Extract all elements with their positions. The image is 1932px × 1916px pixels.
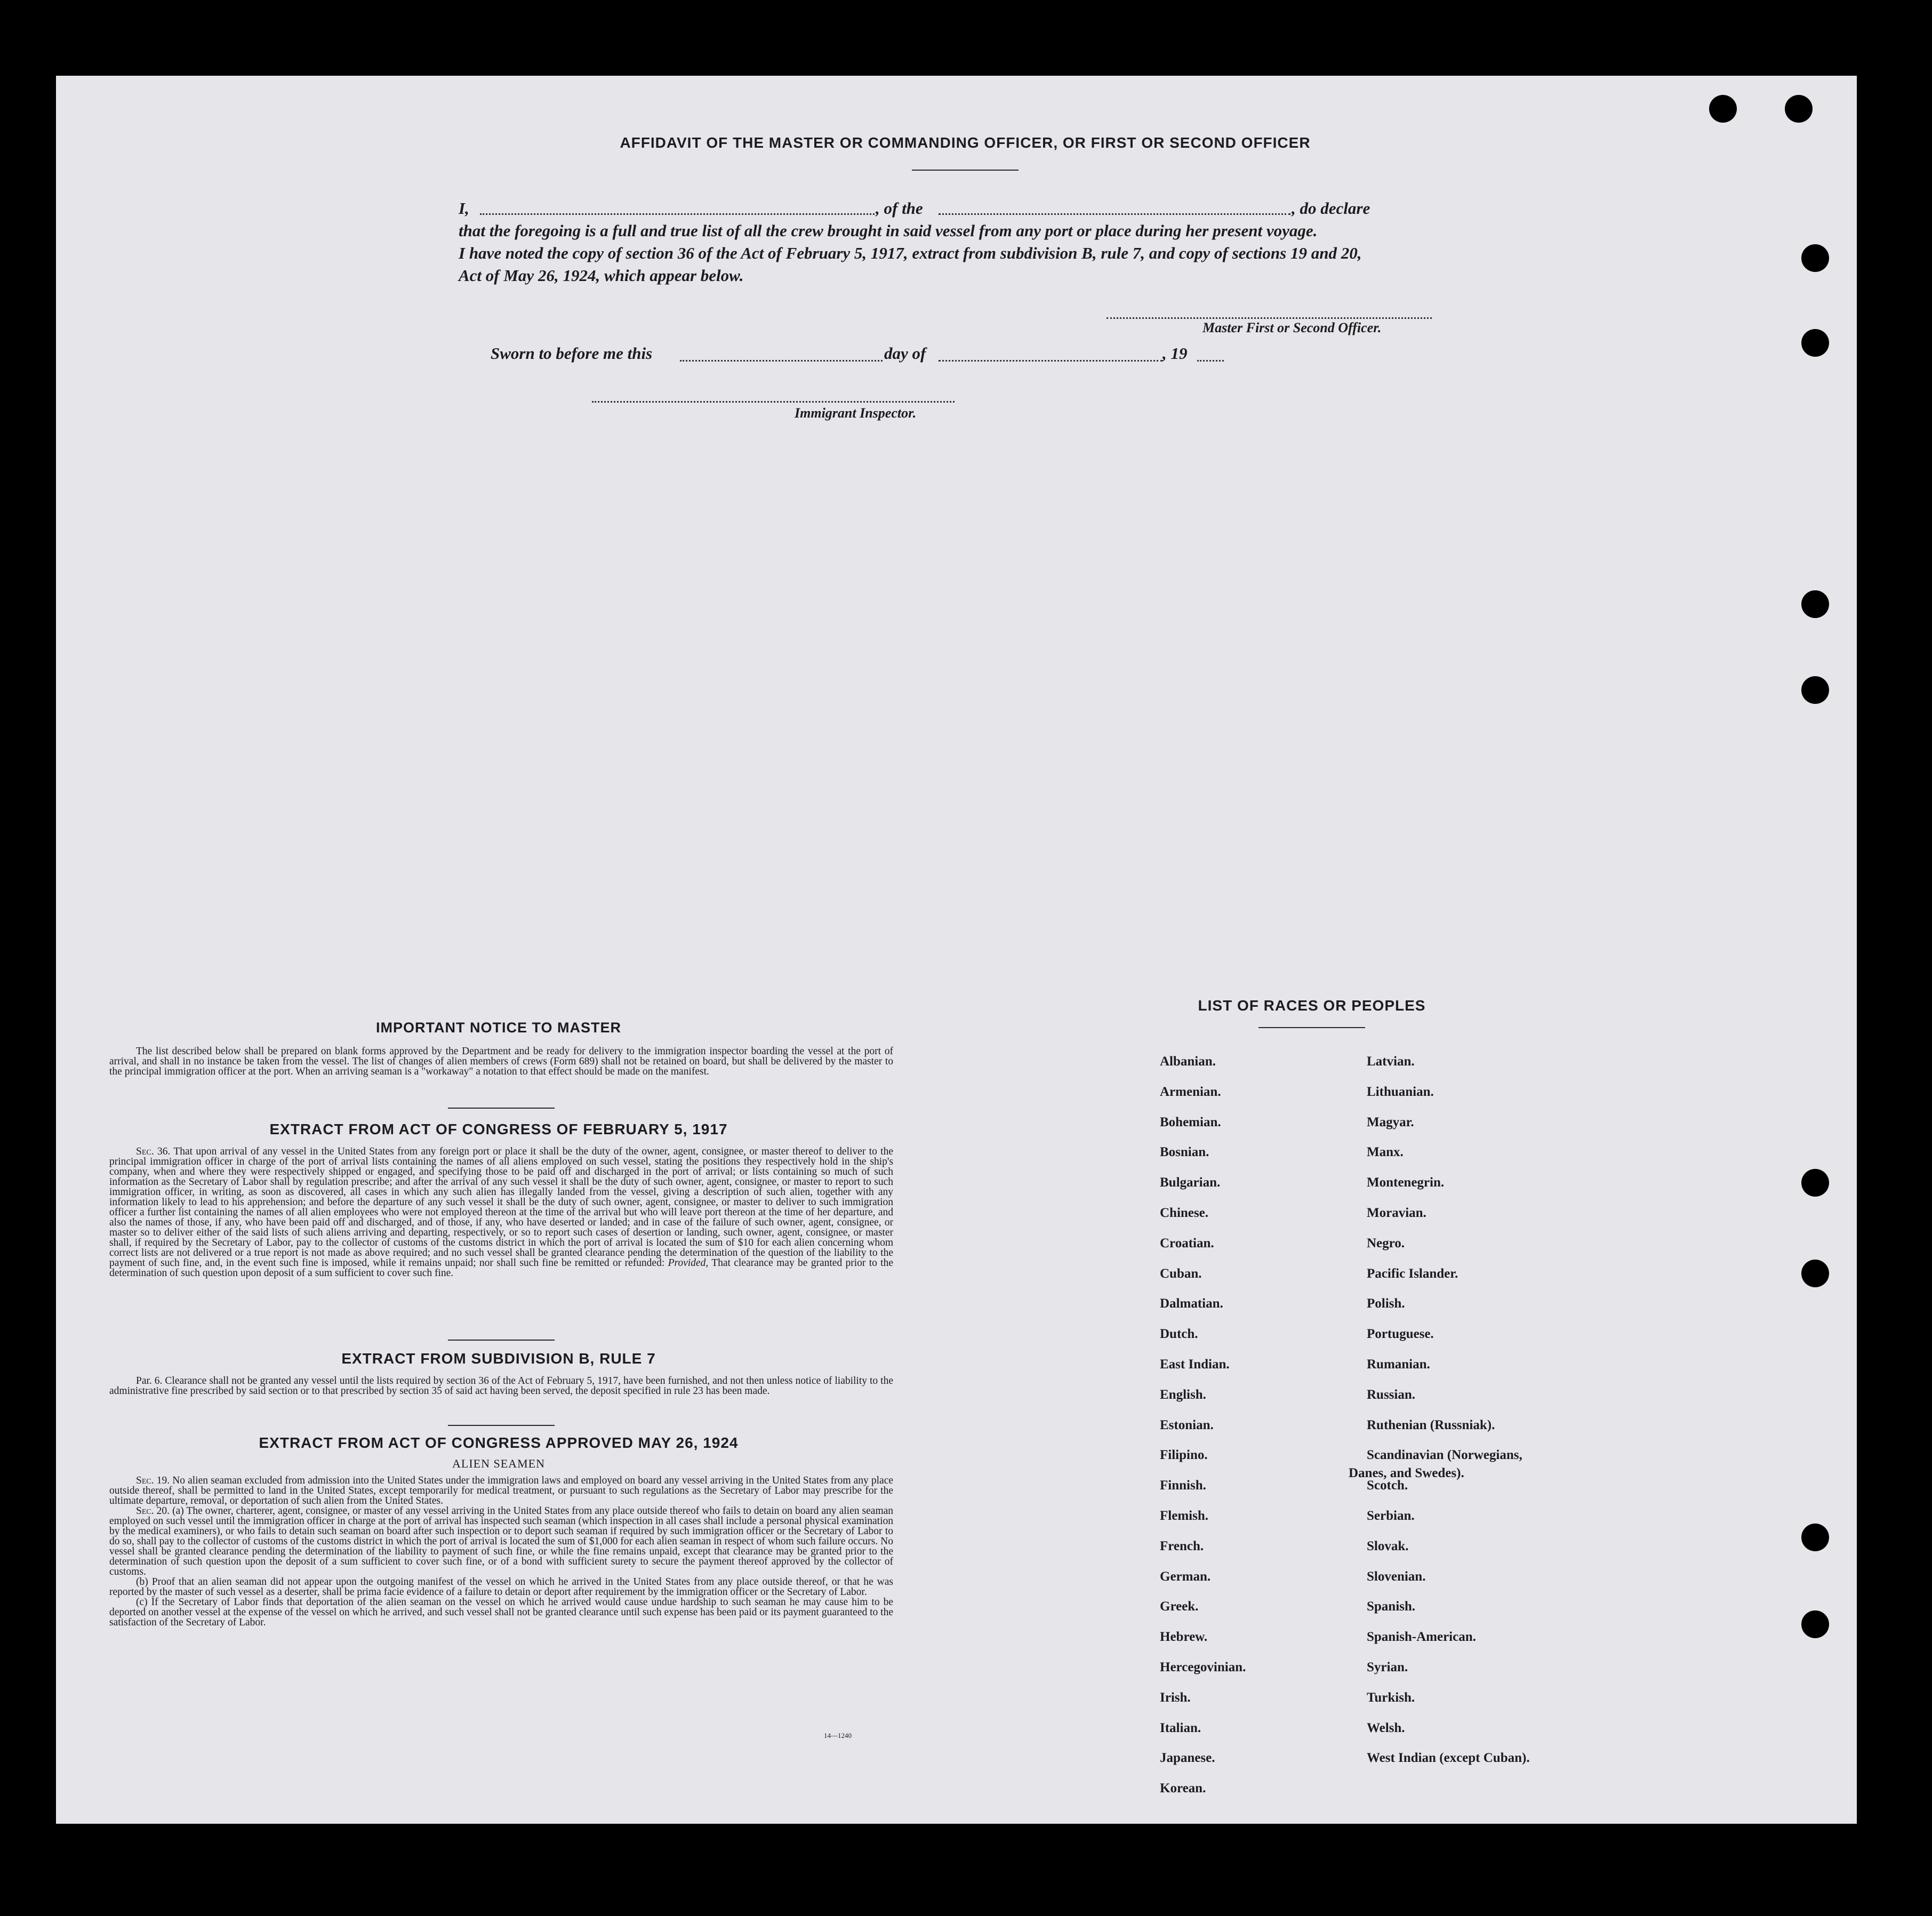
race-item: Rumanian. bbox=[1367, 1357, 1430, 1372]
race-item: East Indian. bbox=[1160, 1357, 1230, 1372]
day-of-label: day of bbox=[884, 344, 926, 363]
affidavit-title: AFFIDAVIT OF THE MASTER OR COMMANDING OFFICER, OR FIRST OR SECOND OFFICER bbox=[620, 134, 1311, 151]
race-item: Manx. bbox=[1367, 1145, 1404, 1160]
affiant-name-field[interactable] bbox=[480, 213, 875, 215]
races-title-rule bbox=[1258, 1027, 1365, 1028]
sec-20b-paragraph: (b) Proof that an alien seaman did not appear upon the outgoing manifest of the vessel on which he arrived in the United States from any place outside thereof, or that he was reported by the master of such vessel as a deserter, shall be prima facie evidence of a failure to detain or deport after requirement by the immigration officer or the Secretary of Labor. bbox=[109, 1576, 893, 1598]
sec-36-text: That upon arrival of any vessel in the United States from any foreign port or place it shall be the duty of the owner, agent, consignee, or master thereof to deliver to the principal immigration officer in charge of the port of arrival lists containing the names of all aliens employed on such vessel, stating the positions they respectively hold in the ship's company, when and where they were respectively shipped or engaged, and specifying those to be paid off and discharged in the port of arrival; or lists containing so much of such information as the Secretary of Labor shall by regulation prescribe; and after the arrival of any such vessel it shall be the duty of such owner, agent, consignee, or master to report to such immigration officer, in writing, as soon as discovered, all cases in which any such alien has illegally landed from the vessel, giving a description of such alien, together with any information likely to lead to his apprehension; and before the departure of any such vessel it shall be the duty of such owner, agent, consignee, or master to deliver to such immigration officer a further list containing the names of all alien employees who were not employed thereon at the time of the arrival but who will leave port thereon at the time of her departure, and also the names of those, if any, who have been paid off and discharged, and of those, if any, who have deserted or landed; and in case of the failure of such owner, agent, consignee, or master so to deliver either of the said lists of such aliens arriving and departing, respectively, or so to report such cases of desertion or landing, such owner, agent, consignee, or master shall, if required by the Secretary of Labor, pay to the collector of customs of the customs district in which the port of arrival is located the sum of $10 for each alien concerning whom correct lists are not delivered or a true report is not made as above required; and no such vessel shall be granted clearance pending the determination of the question of the liability to the payment of such fine, and, in the event such fine is imposed, while it remains unpaid; nor shall such fine be remitted or refunded: bbox=[109, 1146, 893, 1269]
provided-label: Provided, bbox=[668, 1257, 709, 1269]
affidavit-line-3: I have noted the copy of section 36 of the Act of February 5, 1917, extract from subdivision B, rule 7, and copy of sections 19 and 20, bbox=[459, 244, 1362, 262]
race-item: Latvian. bbox=[1367, 1054, 1415, 1069]
race-item: Japanese. bbox=[1160, 1751, 1215, 1766]
race-item: Turkish. bbox=[1367, 1690, 1415, 1705]
sec-19-paragraph bbox=[109, 1476, 893, 1506]
race-item: Danes, and Swedes). bbox=[1349, 1466, 1464, 1481]
alien-seamen-subtitle: ALIEN SEAMEN bbox=[452, 1457, 545, 1470]
race-item: Scandinavian (Norwegians, bbox=[1367, 1448, 1522, 1463]
race-item: Bosnian. bbox=[1160, 1145, 1209, 1160]
sworn-year-field[interactable] bbox=[1197, 360, 1224, 362]
race-item: Welsh. bbox=[1367, 1720, 1405, 1735]
race-item: Finnish. bbox=[1160, 1478, 1206, 1493]
notice-text: The list described below shall be prepared on blank forms approved by the Department and be ready for delivery to the immigration inspector boarding the vessel at the port of arrival, and shall in no instance be taken from the vessel. The list of changes of alien members of crews (Form 689) shall not be retained on board, but shall be delivered by the master to the principal immigration officer at the port. When an arriving seaman is a "workaway" a notation to that effect should be made on the manifest. bbox=[109, 1046, 893, 1077]
punch-hole bbox=[1801, 1524, 1829, 1551]
race-item: Portuguese. bbox=[1367, 1327, 1434, 1342]
race-item: Slovenian. bbox=[1367, 1569, 1426, 1584]
sec-36-label: Sec. 36. bbox=[136, 1146, 171, 1157]
race-item: Irish. bbox=[1160, 1690, 1191, 1705]
race-item: Korean. bbox=[1160, 1781, 1206, 1796]
race-item: Italian. bbox=[1160, 1720, 1201, 1735]
race-item: Armenian. bbox=[1160, 1084, 1221, 1099]
punch-hole bbox=[1801, 590, 1829, 618]
race-item: Bohemian. bbox=[1160, 1115, 1221, 1129]
sworn-label: Sworn to before me this bbox=[491, 344, 653, 363]
master-signature-label: Master First or Second Officer. bbox=[1203, 320, 1382, 335]
affidavit-declare-label: , do declare bbox=[1292, 199, 1370, 218]
punch-hole bbox=[1801, 244, 1829, 272]
form-number: 14—1240 bbox=[824, 1731, 852, 1739]
race-item: Flemish. bbox=[1160, 1509, 1208, 1523]
race-item: Hebrew. bbox=[1160, 1630, 1208, 1645]
vessel-name-field[interactable] bbox=[939, 213, 1290, 215]
rule7-title: EXTRACT FROM SUBDIVISION B, RULE 7 bbox=[341, 1350, 656, 1367]
race-item: Hercegovinian. bbox=[1160, 1660, 1246, 1674]
race-item: Montenegrin. bbox=[1367, 1175, 1445, 1190]
extract-1917-text bbox=[109, 1147, 893, 1278]
affidavit-i-label: I, bbox=[459, 199, 469, 218]
race-item: English. bbox=[1160, 1387, 1206, 1402]
affidavit-title-rule bbox=[912, 170, 1019, 171]
sec-20-label: Sec. 20. bbox=[136, 1505, 170, 1517]
race-item: Russian. bbox=[1367, 1387, 1416, 1402]
punch-hole bbox=[1801, 1169, 1829, 1197]
race-item: Slovak. bbox=[1367, 1538, 1409, 1553]
master-signature-field[interactable] bbox=[1107, 317, 1432, 319]
race-item: Cuban. bbox=[1160, 1266, 1202, 1281]
race-item: Serbian. bbox=[1367, 1509, 1415, 1523]
inspector-signature-field[interactable] bbox=[592, 401, 955, 403]
punch-hole bbox=[1801, 329, 1829, 357]
race-item: Moravian. bbox=[1367, 1206, 1426, 1220]
race-item: Greek. bbox=[1160, 1599, 1199, 1614]
punch-hole bbox=[1709, 95, 1737, 123]
sec-20a-text: (a) The owner, charterer, agent, consignee, or master of any vessel arriving in the United States from any place outside thereof who fails to detain on board any alien seaman employed on such vessel until the immigration officer in charge at the port of arrival has inspected such seaman (which inspection in all cases shall include a personal physical examination by the medical examiners), or who fails to detain such seaman on board after such inspection or to deport such seaman if required by such immigration officer or the Secretary of Labor to do so, shall pay to the collector of customs of the customs district in which the port of arrival is located the sum of $1,000 for each alien seaman in respect of whom such failure occurs. No vessel shall be granted clearance pending the determination of the liability to payment of such fine, or while the fine remains unpaid, except that clearance may be granted prior to the determination of such question upon the deposit of a sum sufficient to cover such fine, or of a bond with sufficient surety to secure the payment thereof approved by the collector of customs. bbox=[109, 1505, 894, 1577]
race-item: Filipino. bbox=[1160, 1448, 1208, 1463]
race-item: Dalmatian. bbox=[1160, 1296, 1223, 1311]
race-item: Albanian. bbox=[1160, 1054, 1216, 1069]
rule7-rule bbox=[448, 1425, 555, 1426]
extract-1917-title: EXTRACT FROM ACT OF CONGRESS OF FEBRUARY 5, 1917 bbox=[269, 1121, 728, 1137]
extract-1924-title: EXTRACT FROM ACT OF CONGRESS APPROVED MAY 26, 1924 bbox=[259, 1434, 739, 1451]
race-item: Croatian. bbox=[1160, 1236, 1214, 1250]
sec-20c-paragraph: (c) If the Secretary of Labor finds that deportation of the alien seaman on the vessel on which he arrived would cause undue hardship to such seaman he may cause him to be deported on another vessel at the expense of the vessel on which he arrived, and such vessel shall not be granted clearance until such expense has been paid or its payment guaranteed to the satisfaction of the Secretary of Labor. bbox=[109, 1597, 893, 1628]
affidavit-line-4: Act of May 26, 1924, which appear below. bbox=[459, 266, 744, 285]
race-item: West Indian (except Cuban). bbox=[1367, 1751, 1530, 1766]
race-item: Bulgarian. bbox=[1160, 1175, 1221, 1190]
race-item: Negro. bbox=[1367, 1236, 1405, 1250]
sec-19-text: No alien seaman excluded from admission into the United States under the immigration laws and employed on board any vessel arriving in the United States from any place outside thereof, shall be permitted to land in the United States, except temporarily for medical treatment, or pursuant to such regulations as the Secretary of Labor may prescribe for the ultimate departure, removal, or deportation of such alien from the United States. bbox=[109, 1475, 893, 1506]
race-item: German. bbox=[1160, 1569, 1211, 1584]
year-label: , 19 bbox=[1163, 344, 1188, 363]
punch-hole bbox=[1801, 1610, 1829, 1638]
sec-36-text-end: That clearance may be granted prior to the determination of such question upon deposit of a sum sufficient to cover such fine. bbox=[109, 1257, 894, 1279]
race-item: Spanish. bbox=[1367, 1599, 1416, 1614]
sec-20a-paragraph bbox=[109, 1506, 893, 1577]
extract-1917-rule bbox=[448, 1340, 555, 1341]
race-item: Chinese. bbox=[1160, 1206, 1208, 1220]
rule7-text: Par. 6. Clearance shall not be granted any vessel until the lists required by section 36 of the Act of February 5, 1917, have been furnished, and not then unless notice of liability to the administrative fine prescribed by said section or to that prescribed by section 35 of said act having been served, the deposit specified in rule 23 has been made. bbox=[109, 1375, 893, 1397]
affidavit-body bbox=[459, 197, 1514, 287]
notice-title: IMPORTANT NOTICE TO MASTER bbox=[376, 1020, 621, 1036]
races-title: LIST OF RACES OR PEOPLES bbox=[1198, 997, 1426, 1014]
race-item: Lithuanian. bbox=[1367, 1084, 1434, 1099]
extract-1924-text bbox=[109, 1476, 893, 1628]
sworn-day-field[interactable] bbox=[680, 360, 883, 362]
notice-rule bbox=[448, 1108, 555, 1109]
sworn-line bbox=[491, 344, 1290, 366]
sworn-month-field[interactable] bbox=[939, 360, 1163, 362]
affidavit-of-the-label: , of the bbox=[876, 199, 923, 218]
race-item: Dutch. bbox=[1160, 1327, 1198, 1342]
form-sheet bbox=[56, 76, 1857, 1824]
affidavit-line-2: that the foregoing is a full and true list of all the crew brought in said vessel from any port or place during her present voyage. bbox=[459, 221, 1318, 240]
inspector-label: Immigrant Inspector. bbox=[795, 405, 917, 421]
race-item: Ruthenian (Russniak). bbox=[1367, 1417, 1495, 1432]
race-item: French. bbox=[1160, 1538, 1204, 1553]
race-item: Magyar. bbox=[1367, 1115, 1414, 1129]
race-item: Scotch. bbox=[1367, 1478, 1408, 1493]
race-item: Spanish-American. bbox=[1367, 1630, 1476, 1645]
sec-19-label: Sec. 19. bbox=[136, 1475, 170, 1486]
race-item: Polish. bbox=[1367, 1296, 1405, 1311]
punch-hole bbox=[1801, 1260, 1829, 1287]
race-item: Estonian. bbox=[1160, 1417, 1214, 1432]
punch-hole bbox=[1801, 676, 1829, 704]
race-item: Syrian. bbox=[1367, 1660, 1408, 1674]
punch-hole bbox=[1785, 95, 1813, 123]
race-item: Pacific Islander. bbox=[1367, 1266, 1458, 1281]
